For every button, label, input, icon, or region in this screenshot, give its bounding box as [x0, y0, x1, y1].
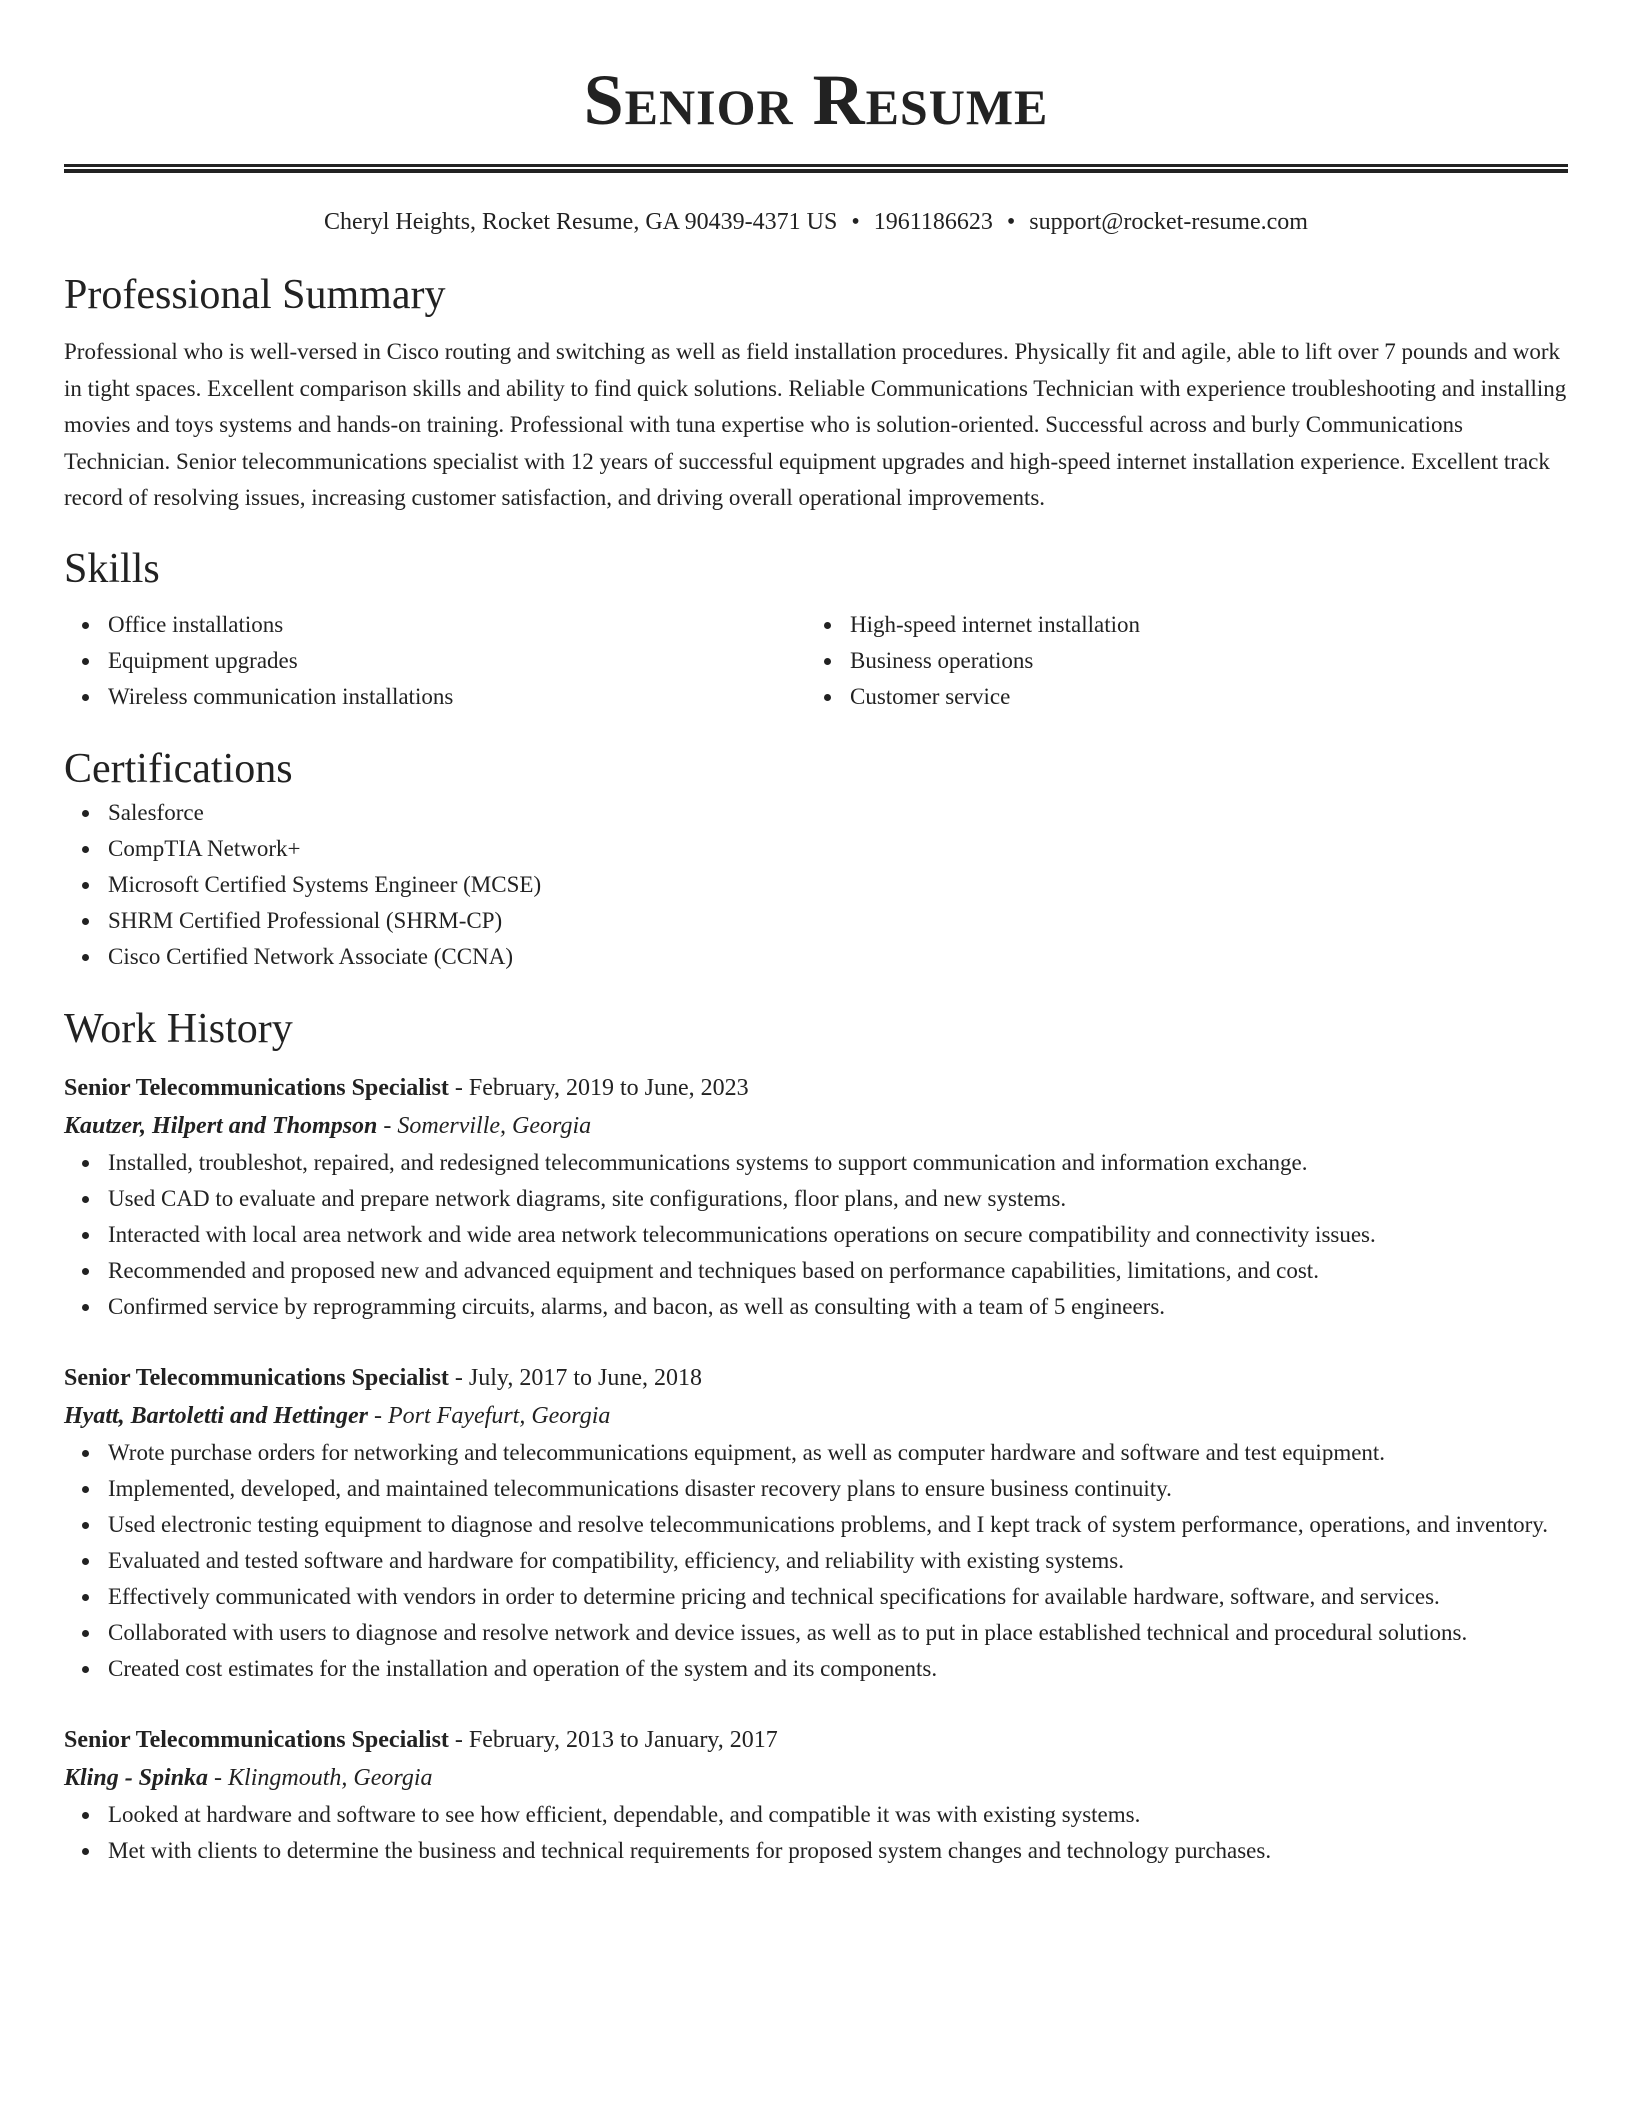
- bullet-icon: [82, 882, 89, 889]
- job-entry: [64, 1721, 1568, 1869]
- job-duty-text: Installed, troubleshot, repaired, and redesigned telecommunications systems to support communication and information exchange.: [108, 1149, 1308, 1175]
- certification-text: CompTIA Network+: [108, 835, 301, 861]
- job-duty-text: Recommended and proposed new and advanced equipment and techniques based on performance capabilities, limitations, and cost.: [108, 1257, 1319, 1283]
- job-duty-item: [64, 1435, 1568, 1471]
- summary-heading: Professional Summary: [64, 272, 446, 318]
- bullet-icon: [82, 1268, 89, 1275]
- bullet-icon: [82, 1450, 89, 1457]
- job-duty-text: Looked at hardware and software to see how efficient, dependable, and compatible it was with existing systems.: [108, 1801, 1141, 1827]
- bullet-icon: [82, 810, 89, 817]
- certifications-list: [64, 795, 1568, 975]
- bullet-icon: [82, 918, 89, 925]
- skill-item: [806, 679, 1548, 715]
- bullet-icon: [82, 694, 89, 701]
- work-history-heading: Work History: [64, 1005, 293, 1052]
- job-dates: July, 2017 to June, 2018: [468, 1364, 703, 1391]
- bullet-icon: [82, 1812, 89, 1819]
- resume-title: Senior Resume: [583, 60, 1049, 140]
- bullet-icon: [824, 694, 831, 701]
- skills-column-left: [64, 607, 806, 715]
- skills-list-right: [806, 607, 1548, 715]
- certifications-heading: Certifications: [64, 745, 293, 792]
- job-company-line: Kling - Spinka - Klingmouth, Georgia: [64, 1764, 433, 1791]
- job-duty-item: [64, 1543, 1568, 1579]
- job-company-line: Hyatt, Bartoletti and Hettinger - Port Fayefurt, Georgia: [64, 1402, 611, 1429]
- job-duties-list: [64, 1145, 1568, 1325]
- bullet-icon: [82, 1196, 89, 1203]
- bullet-icon: [82, 1848, 89, 1855]
- job-duty-text: Evaluated and tested software and hardware for compatibility, efficiency, and reliability with existing systems.: [108, 1547, 1124, 1573]
- job-duty-item: [64, 1145, 1568, 1181]
- job-duty-text: Collaborated with users to diagnose and resolve network and device issues, as well as to put in place established technical and procedural solutions.: [108, 1619, 1468, 1645]
- job-location: Klingmouth, Georgia: [228, 1764, 433, 1791]
- job-duty-item: [64, 1651, 1568, 1687]
- skill-text: High-speed internet installation: [850, 611, 1140, 637]
- job-company: Kling - Spinka: [64, 1764, 209, 1791]
- skills-column-right: [806, 607, 1548, 715]
- bullet-icon: [82, 954, 89, 961]
- skill-text: Business operations: [850, 647, 1034, 673]
- job-duty-text: Confirmed service by reprogramming circuits, alarms, and bacon, as well as consulting with a team of 5 engineers.: [108, 1293, 1166, 1319]
- job-duty-item: [64, 1181, 1568, 1217]
- certification-text: Salesforce: [108, 799, 204, 825]
- bullet-icon: [82, 1558, 89, 1565]
- certification-item: [64, 903, 1568, 939]
- certification-text: Cisco Certified Network Associate (CCNA): [108, 943, 513, 969]
- job-duty-item: [64, 1289, 1568, 1325]
- certification-text: Microsoft Certified Systems Engineer (MCSE): [108, 871, 542, 897]
- bullet-icon: [82, 658, 89, 665]
- skill-item: [64, 679, 806, 715]
- job-duty-item: [64, 1833, 1568, 1869]
- job-duty-item: [64, 1471, 1568, 1507]
- skills-list-left: [64, 607, 806, 715]
- job-title-line: Senior Telecommunications Specialist - July, 2017 to June, 2018: [64, 1364, 703, 1391]
- bullet-icon: [82, 622, 89, 629]
- job-duty-item: [64, 1797, 1568, 1833]
- job-duty-item: [64, 1253, 1568, 1289]
- job-company: Kautzer, Hilpert and Thompson: [64, 1112, 378, 1139]
- job-duty-item: [64, 1579, 1568, 1615]
- skill-item: [64, 643, 806, 679]
- skill-text: Customer service: [850, 683, 1011, 709]
- bullet-icon: [824, 658, 831, 665]
- certification-text: SHRM Certified Professional (SHRM-CP): [108, 907, 503, 933]
- bullet-icon: [82, 846, 89, 853]
- contact-line: [64, 207, 1568, 237]
- job-location: Somerville, Georgia: [397, 1112, 592, 1139]
- certification-item: [64, 939, 1568, 975]
- job-company: Hyatt, Bartoletti and Hettinger: [64, 1402, 369, 1429]
- job-location: Port Fayefurt, Georgia: [388, 1402, 611, 1429]
- job-duty-item: [64, 1217, 1568, 1253]
- skills-grid: [64, 607, 1568, 715]
- job-duty-text: Effectively communicated with vendors in order to determine pricing and technical specifications for available hardware, software, and services.: [108, 1583, 1440, 1609]
- job-duties-list: [64, 1797, 1568, 1869]
- job-duty-item: [64, 1615, 1568, 1651]
- bullet-icon: [82, 1522, 89, 1529]
- contact-phone: 1961186623: [873, 209, 993, 235]
- skill-text: Equipment upgrades: [108, 647, 298, 673]
- job-title: Senior Telecommunications Specialist: [64, 1364, 449, 1391]
- title-divider: [64, 164, 1568, 173]
- job-duty-text: Created cost estimates for the installation and operation of the system and its components.: [108, 1655, 938, 1681]
- bullet-icon: [82, 1232, 89, 1239]
- contact-separator: •: [1006, 209, 1016, 235]
- job-title: Senior Telecommunications Specialist: [64, 1726, 449, 1753]
- skill-item: [806, 643, 1548, 679]
- job-duty-item: [64, 1507, 1568, 1543]
- job-duty-text: Implemented, developed, and maintained telecommunications disaster recovery plans to ensure business continuity.: [108, 1475, 1172, 1501]
- job-duty-text: Used CAD to evaluate and prepare network diagrams, site configurations, floor plans, and new systems.: [108, 1185, 1067, 1211]
- job-dates: February, 2019 to June, 2023: [468, 1074, 749, 1101]
- skill-item: [806, 607, 1548, 643]
- job-entry: [64, 1069, 1568, 1325]
- summary-text: Professional who is well-versed in Cisco routing and switching as well as field installation procedures. Physically fit and agile, able to lift over 7 pounds and work in tight spaces. Excellent comparison skills and ability to find quick solutions. Reliable Communications Technician with experience troubleshooting and installing movies and toys systems and hands-on training. Professional with tuna expertise who is solution-oriented. Successful across and burly Communications Technician. Senior telecommunications specialist with 12 years of successful equipment upgrades and high-speed internet installation experience. Excellent track record of resolving issues, increasing customer satisfaction, and driving overall operational improvements.: [64, 339, 1567, 510]
- job-duties-list: [64, 1435, 1568, 1687]
- job-title-line: Senior Telecommunications Specialist - February, 2019 to June, 2023: [64, 1074, 749, 1101]
- skill-item: [64, 607, 806, 643]
- bullet-icon: [824, 622, 831, 629]
- job-duty-text: Interacted with local area network and wide area network telecommunications operations on secure compatibility and connectivity issues.: [108, 1221, 1376, 1247]
- job-entry: [64, 1359, 1568, 1687]
- bullet-icon: [82, 1630, 89, 1637]
- skill-text: Office installations: [108, 611, 284, 637]
- bullet-icon: [82, 1160, 89, 1167]
- bullet-icon: [82, 1666, 89, 1673]
- job-dates: February, 2013 to January, 2017: [468, 1726, 778, 1753]
- bullet-icon: [82, 1486, 89, 1493]
- skills-heading: Skills: [64, 545, 160, 592]
- contact-email: support@rocket-resume.com: [1029, 209, 1308, 235]
- contact-separator: •: [851, 209, 860, 235]
- certification-item: [64, 831, 1568, 867]
- bullet-icon: [82, 1304, 89, 1311]
- job-title-line: Senior Telecommunications Specialist - February, 2013 to January, 2017: [64, 1726, 778, 1753]
- job-duty-text: Wrote purchase orders for networking and telecommunications equipment, as well as computer hardware and software and test equipment.: [108, 1439, 1386, 1465]
- job-title: Senior Telecommunications Specialist: [64, 1074, 449, 1101]
- certification-item: [64, 795, 1568, 831]
- skill-text: Wireless communication installations: [108, 683, 454, 709]
- job-company-line: Kautzer, Hilpert and Thompson - Somerville, Georgia: [64, 1112, 592, 1139]
- certification-item: [64, 867, 1568, 903]
- job-duty-text: Used electronic testing equipment to diagnose and resolve telecommunications problems, and I kept track of system performance, operations, and inventory.: [108, 1511, 1549, 1537]
- contact-address: Cheryl Heights, Rocket Resume, GA 90439-4371 US: [324, 209, 838, 235]
- bullet-icon: [82, 1594, 89, 1601]
- job-duty-text: Met with clients to determine the business and technical requirements for proposed system changes and technology purchases.: [108, 1837, 1272, 1863]
